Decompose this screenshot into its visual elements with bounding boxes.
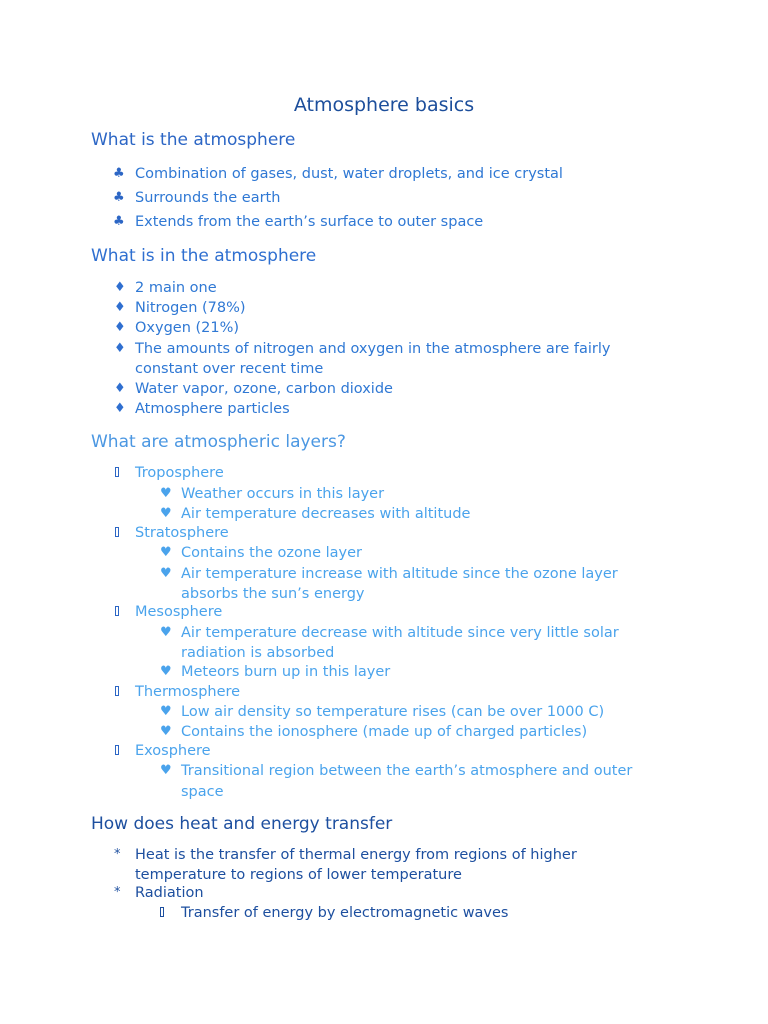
layer-point: Transitional region between the earth’s atmosphere and outer	[181, 763, 633, 779]
list-item: Water vapor, ozone, carbon dioxide	[135, 381, 393, 397]
heart-icon: ♥	[160, 506, 172, 521]
list-item-continuation: temperature to regions of lower temperature	[135, 867, 462, 883]
layer-point: Low air density so temperature rises (can be over 1000 C)	[181, 704, 605, 720]
page-title: Atmosphere basics	[293, 94, 475, 116]
square-icon	[160, 907, 164, 917]
layer-name: Mesosphere	[135, 604, 223, 620]
square-icon	[115, 686, 119, 696]
list-item: Transfer of energy by electromagnetic waves	[181, 905, 509, 921]
section-heading-contents: What is in the atmosphere	[91, 246, 317, 266]
layer-point: Contains the ionosphere (made up of charged particles)	[181, 724, 588, 740]
square-icon	[115, 606, 119, 616]
star-icon: *	[114, 885, 121, 900]
layer-name: Exosphere	[135, 743, 211, 759]
square-icon	[115, 745, 119, 755]
heart-icon: ♥	[160, 625, 172, 640]
list-item: Extends from the earth’s surface to outer space	[135, 214, 484, 230]
list-item: Heat is the transfer of thermal energy from regions of higher	[135, 847, 577, 863]
layer-point: Contains the ozone layer	[181, 545, 362, 561]
diamond-icon: ♦	[114, 320, 126, 335]
layer-point: Air temperature increase with altitude since the ozone layer	[181, 566, 618, 582]
club-icon: ♣	[113, 166, 125, 181]
layer-point: Meteors burn up in this layer	[181, 664, 391, 680]
section-heading-atmosphere: What is the atmosphere	[91, 130, 296, 150]
club-icon: ♣	[113, 214, 125, 229]
heart-icon: ♥	[160, 566, 172, 581]
list-item: 2 main one	[135, 280, 217, 296]
layer-name: Troposphere	[135, 465, 224, 481]
square-icon	[115, 527, 119, 537]
star-icon: *	[114, 847, 121, 862]
diamond-icon: ♦	[114, 401, 126, 416]
layer-point-continuation: radiation is absorbed	[181, 645, 335, 661]
list-item: Surrounds the earth	[135, 190, 281, 206]
layer-point: Weather occurs in this layer	[181, 486, 385, 502]
heart-icon: ♥	[160, 763, 172, 778]
heart-icon: ♥	[160, 704, 172, 719]
section-heading-layers: What are atmospheric layers?	[91, 432, 346, 452]
list-item: Combination of gases, dust, water droplets, and ice crystal	[135, 166, 563, 182]
layer-point-continuation: absorbs the sun’s energy	[181, 586, 365, 602]
list-item: Radiation	[135, 885, 204, 901]
heart-icon: ♥	[160, 545, 172, 560]
diamond-icon: ♦	[114, 300, 126, 315]
heart-icon: ♥	[160, 664, 172, 679]
diamond-icon: ♦	[114, 341, 126, 356]
list-item: The amounts of nitrogen and oxygen in the atmosphere are fairly	[135, 341, 611, 357]
layer-name: Thermosphere	[135, 684, 241, 700]
layer-name: Stratosphere	[135, 525, 229, 541]
heart-icon: ♥	[160, 724, 172, 739]
layer-point: Air temperature decreases with altitude	[181, 506, 471, 522]
layer-point-continuation: space	[181, 784, 224, 800]
list-item-continuation: constant over recent time	[135, 361, 324, 377]
club-icon: ♣	[113, 190, 125, 205]
diamond-icon: ♦	[114, 381, 126, 396]
section-heading-heat-transfer: How does heat and energy transfer	[91, 814, 393, 834]
square-icon	[115, 467, 119, 477]
list-item: Atmosphere particles	[135, 401, 290, 417]
list-item: Nitrogen (78%)	[135, 300, 246, 316]
heart-icon: ♥	[160, 486, 172, 501]
list-item: Oxygen (21%)	[135, 320, 240, 336]
layer-point: Air temperature decrease with altitude since very little solar	[181, 625, 619, 641]
diamond-icon: ♦	[114, 280, 126, 295]
